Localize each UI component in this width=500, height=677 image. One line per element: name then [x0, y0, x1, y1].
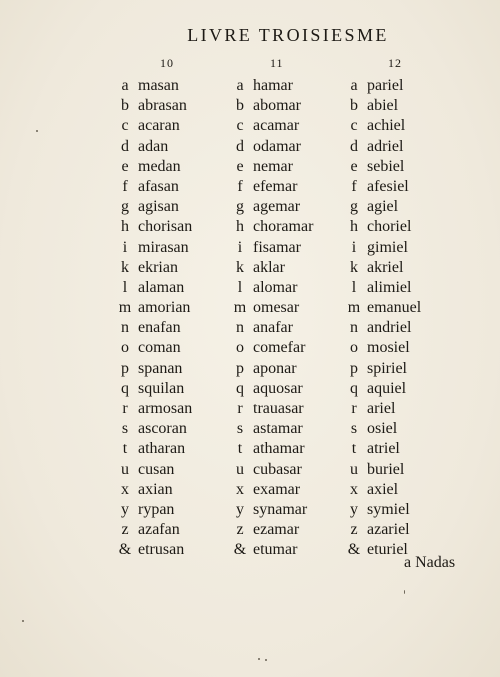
cipher-letter: q [350, 379, 358, 397]
cipher-word: abrasan [138, 97, 187, 115]
cipher-row [346, 439, 421, 459]
cipher-letter: p [121, 359, 129, 377]
cipher-row [346, 379, 421, 399]
cipher-word: rypan [138, 500, 175, 518]
cipher-letter: e [121, 157, 129, 175]
cipher-letter: z [121, 521, 129, 539]
cipher-letter: o [121, 339, 129, 357]
cipher-letter: z [350, 521, 358, 539]
cipher-word: ezamar [253, 521, 300, 539]
cipher-row [346, 157, 421, 177]
cipher-row [117, 177, 192, 197]
cipher-word: afasan [138, 177, 179, 195]
cipher-letter: c [121, 117, 129, 135]
cipher-word: aquosar [253, 379, 303, 397]
cipher-row [117, 217, 192, 237]
cipher-letter: i [237, 238, 243, 256]
cipher-word: trauasar [253, 400, 304, 417]
catchword: a Nadas [404, 554, 456, 571]
cipher-row [117, 439, 192, 459]
cipher-word: adriel [367, 137, 404, 155]
cipher-letter: l [351, 278, 357, 296]
cipher-letter: a [121, 77, 129, 94]
cipher-row [346, 359, 421, 379]
cipher-letter: b [121, 97, 129, 115]
cipher-row [346, 137, 421, 157]
cipher-row [117, 460, 192, 480]
cipher-word: cubasar [253, 460, 302, 478]
cipher-row [117, 197, 192, 217]
cipher-word: nemar [253, 157, 293, 175]
cipher-row [117, 157, 192, 177]
cipher-letter: q [236, 379, 244, 397]
cipher-word: cusan [138, 460, 175, 478]
cipher-row [346, 338, 421, 358]
cipher-word: synamar [253, 500, 308, 518]
cipher-row [346, 116, 421, 136]
cipher-letter: l [122, 278, 128, 296]
cipher-word: agiel [367, 198, 399, 216]
cipher-letter: i [122, 238, 128, 256]
cipher-row [232, 217, 313, 237]
cipher-letter: e [236, 157, 244, 175]
cipher-word: buriel [367, 460, 405, 478]
cipher-word: hamar [253, 77, 293, 94]
cipher-word: comefar [253, 339, 306, 357]
cipher-row [346, 177, 421, 197]
cipher-letter: r [351, 400, 357, 417]
cipher-letter: o [350, 339, 358, 357]
column-number-1: 10 [160, 56, 174, 70]
cipher-row [117, 500, 192, 520]
cipher-row [232, 157, 313, 177]
cipher-letter: f [237, 177, 243, 195]
cipher-letter: l [237, 278, 243, 296]
cipher-letter: s [236, 420, 244, 438]
cipher-word: medan [138, 157, 181, 175]
cipher-word: enafan [138, 319, 181, 337]
cipher-letter: r [237, 400, 243, 417]
cipher-word: amorian [138, 299, 191, 317]
cipher-word: etumar [253, 541, 298, 559]
cipher-row [346, 76, 421, 96]
cipher-word: agemar [253, 198, 301, 216]
cipher-letter: x [350, 480, 358, 498]
cipher-letter: n [121, 319, 129, 337]
cipher-word: ariel [367, 400, 396, 417]
cipher-letter: f [351, 177, 357, 195]
cipher-letter: u [236, 460, 244, 478]
cipher-letter: n [236, 319, 244, 337]
cipher-letter: m [118, 299, 132, 317]
cipher-row [232, 540, 313, 560]
cipher-word: osiel [367, 420, 398, 438]
cipher-letter: p [236, 359, 244, 377]
cipher-letter: t [122, 440, 128, 458]
cipher-word: azafan [138, 521, 180, 539]
cipher-row [117, 338, 192, 358]
cipher-row [232, 500, 313, 520]
cipher-word: agisan [138, 198, 179, 216]
cipher-word: abiel [367, 97, 399, 115]
cipher-row [232, 76, 313, 96]
cipher-letter: b [236, 97, 244, 115]
cipher-word: acaran [138, 117, 180, 135]
cipher-word: coman [138, 339, 181, 357]
cipher-word: squilan [138, 379, 185, 397]
cipher-word: alimiel [367, 278, 412, 296]
cipher-letter: y [121, 500, 129, 518]
cipher-column-3 [346, 76, 421, 561]
cipher-row [117, 520, 192, 540]
cipher-word: mirasan [138, 238, 189, 256]
cipher-letter: a [350, 77, 358, 94]
cipher-row [232, 278, 313, 298]
cipher-row [117, 318, 192, 338]
cipher-row [232, 520, 313, 540]
cipher-letter: n [350, 319, 358, 337]
cipher-letter: c [350, 117, 358, 135]
cipher-word: astamar [253, 420, 303, 438]
cipher-letter: & [233, 541, 247, 559]
cipher-letter: g [121, 198, 129, 216]
cipher-letter: m [347, 299, 361, 317]
cipher-row [346, 520, 421, 540]
cipher-letter: e [350, 157, 358, 175]
cipher-letter: s [350, 420, 358, 438]
cipher-letter: k [121, 258, 129, 276]
cipher-word: pariel [367, 77, 404, 94]
cipher-row [346, 500, 421, 520]
cipher-word: armosan [138, 400, 193, 417]
paper-speck [36, 130, 38, 132]
cipher-letter: d [350, 137, 358, 155]
cipher-row [117, 76, 192, 96]
cipher-row [232, 359, 313, 379]
paper-speck [258, 658, 260, 660]
cipher-letter: d [236, 137, 244, 155]
cipher-letter: g [236, 198, 244, 216]
cipher-row [232, 177, 313, 197]
cipher-word: ekrian [138, 258, 178, 276]
cipher-letter: z [236, 521, 244, 539]
cipher-letter: & [118, 541, 132, 559]
paper-speck [265, 659, 267, 661]
cipher-word: axiel [367, 480, 399, 498]
cipher-row [117, 96, 192, 116]
cipher-row [346, 318, 421, 338]
cipher-letter: t [351, 440, 357, 458]
cipher-row [232, 419, 313, 439]
cipher-word: spanan [138, 359, 183, 377]
cipher-word: efemar [253, 177, 298, 195]
cipher-row [346, 238, 421, 258]
cipher-letter: t [237, 440, 243, 458]
cipher-word: gimiel [367, 238, 408, 256]
cipher-word: chorisan [138, 218, 193, 236]
column-number-3: 12 [388, 56, 402, 70]
cipher-letter: g [350, 198, 358, 216]
cipher-row [117, 278, 192, 298]
cipher-word: ascoran [138, 420, 187, 438]
cipher-letter: h [121, 218, 129, 236]
cipher-row [232, 137, 313, 157]
cipher-row [346, 217, 421, 237]
cipher-row [117, 359, 192, 379]
cipher-letter: s [121, 420, 129, 438]
cipher-row [117, 258, 192, 278]
cipher-row [232, 318, 313, 338]
cipher-word: fisamar [253, 238, 301, 256]
cipher-letter: i [351, 238, 357, 256]
cipher-word: alomar [253, 278, 298, 296]
cipher-letter: m [233, 299, 247, 317]
cipher-letter: k [350, 258, 358, 276]
cipher-row [117, 419, 192, 439]
cipher-row [117, 298, 192, 318]
cipher-word: acamar [253, 117, 300, 135]
cipher-word: athamar [253, 440, 305, 458]
cipher-row [232, 439, 313, 459]
cipher-letter: a [236, 77, 244, 94]
cipher-row [232, 379, 313, 399]
cipher-word: aponar [253, 359, 297, 377]
cipher-row [346, 258, 421, 278]
cipher-letter: f [122, 177, 128, 195]
cipher-row [232, 338, 313, 358]
cipher-row [232, 116, 313, 136]
cipher-word: symiel [367, 500, 410, 518]
column-number-2: 11 [270, 56, 284, 70]
cipher-row [117, 137, 192, 157]
cipher-word: mosiel [367, 339, 410, 357]
cipher-letter: r [122, 400, 128, 417]
cipher-letter: y [236, 500, 244, 518]
cipher-word: masan [138, 77, 179, 94]
cipher-row [232, 258, 313, 278]
cipher-row [232, 460, 313, 480]
cipher-letter: d [121, 137, 129, 155]
cipher-row [232, 238, 313, 258]
cipher-row [232, 399, 313, 419]
cipher-letter: q [121, 379, 129, 397]
cipher-word: etrusan [138, 541, 185, 559]
cipher-word: choriel [367, 218, 412, 236]
cipher-word: omesar [253, 299, 300, 317]
cipher-word: anafar [253, 319, 293, 337]
cipher-letter: u [350, 460, 358, 478]
cipher-word: spiriel [367, 359, 407, 377]
cipher-column-1 [117, 76, 192, 561]
cipher-word: emanuel [367, 299, 422, 317]
cipher-row [346, 278, 421, 298]
cipher-word: aquiel [367, 379, 407, 397]
cipher-letter: o [236, 339, 244, 357]
cipher-row [346, 419, 421, 439]
cipher-letter: k [236, 258, 244, 276]
cipher-word: adan [138, 137, 169, 155]
cipher-letter: c [236, 117, 244, 135]
cipher-word: alaman [138, 278, 185, 296]
cipher-letter: p [350, 359, 358, 377]
cipher-word: eturiel [367, 541, 408, 559]
cipher-row [117, 379, 192, 399]
cipher-letter: h [350, 218, 358, 236]
page-title: LIVRE TROISIESME [187, 25, 389, 45]
paper-speck [404, 590, 405, 594]
running-head [0, 25, 500, 46]
cipher-letter: x [236, 480, 244, 498]
cipher-column-2 [232, 76, 313, 561]
cipher-letter: & [347, 541, 361, 559]
cipher-word: odamar [253, 137, 301, 155]
cipher-row [232, 298, 313, 318]
cipher-row [117, 238, 192, 258]
cipher-letter: u [121, 460, 129, 478]
cipher-row [117, 540, 192, 560]
cipher-row [346, 96, 421, 116]
cipher-word: aklar [253, 258, 285, 276]
cipher-row [232, 197, 313, 217]
cipher-row [346, 197, 421, 217]
cipher-letter: y [350, 500, 358, 518]
cipher-word: azariel [367, 521, 410, 539]
cipher-word: examar [253, 480, 301, 498]
cipher-word: akriel [367, 258, 404, 276]
cipher-row [232, 96, 313, 116]
cipher-word: atharan [138, 440, 186, 458]
cipher-row [346, 399, 421, 419]
cipher-letter: x [121, 480, 129, 498]
cipher-word: axian [138, 480, 173, 498]
cipher-word: atriel [367, 440, 400, 458]
cipher-word: abomar [253, 97, 301, 115]
cipher-row [117, 399, 192, 419]
cipher-row [346, 298, 421, 318]
cipher-letter: b [350, 97, 358, 115]
cipher-row [232, 480, 313, 500]
cipher-word: achiel [367, 117, 406, 135]
paper-speck [22, 620, 24, 622]
cipher-word: choramar [253, 218, 314, 236]
cipher-word: sebiel [367, 157, 405, 175]
cipher-row [117, 480, 192, 500]
cipher-row [346, 460, 421, 480]
cipher-letter: h [236, 218, 244, 236]
cipher-row [117, 116, 192, 136]
cipher-word: andriel [367, 319, 412, 337]
cipher-word: afesiel [367, 177, 409, 195]
cipher-row [346, 480, 421, 500]
